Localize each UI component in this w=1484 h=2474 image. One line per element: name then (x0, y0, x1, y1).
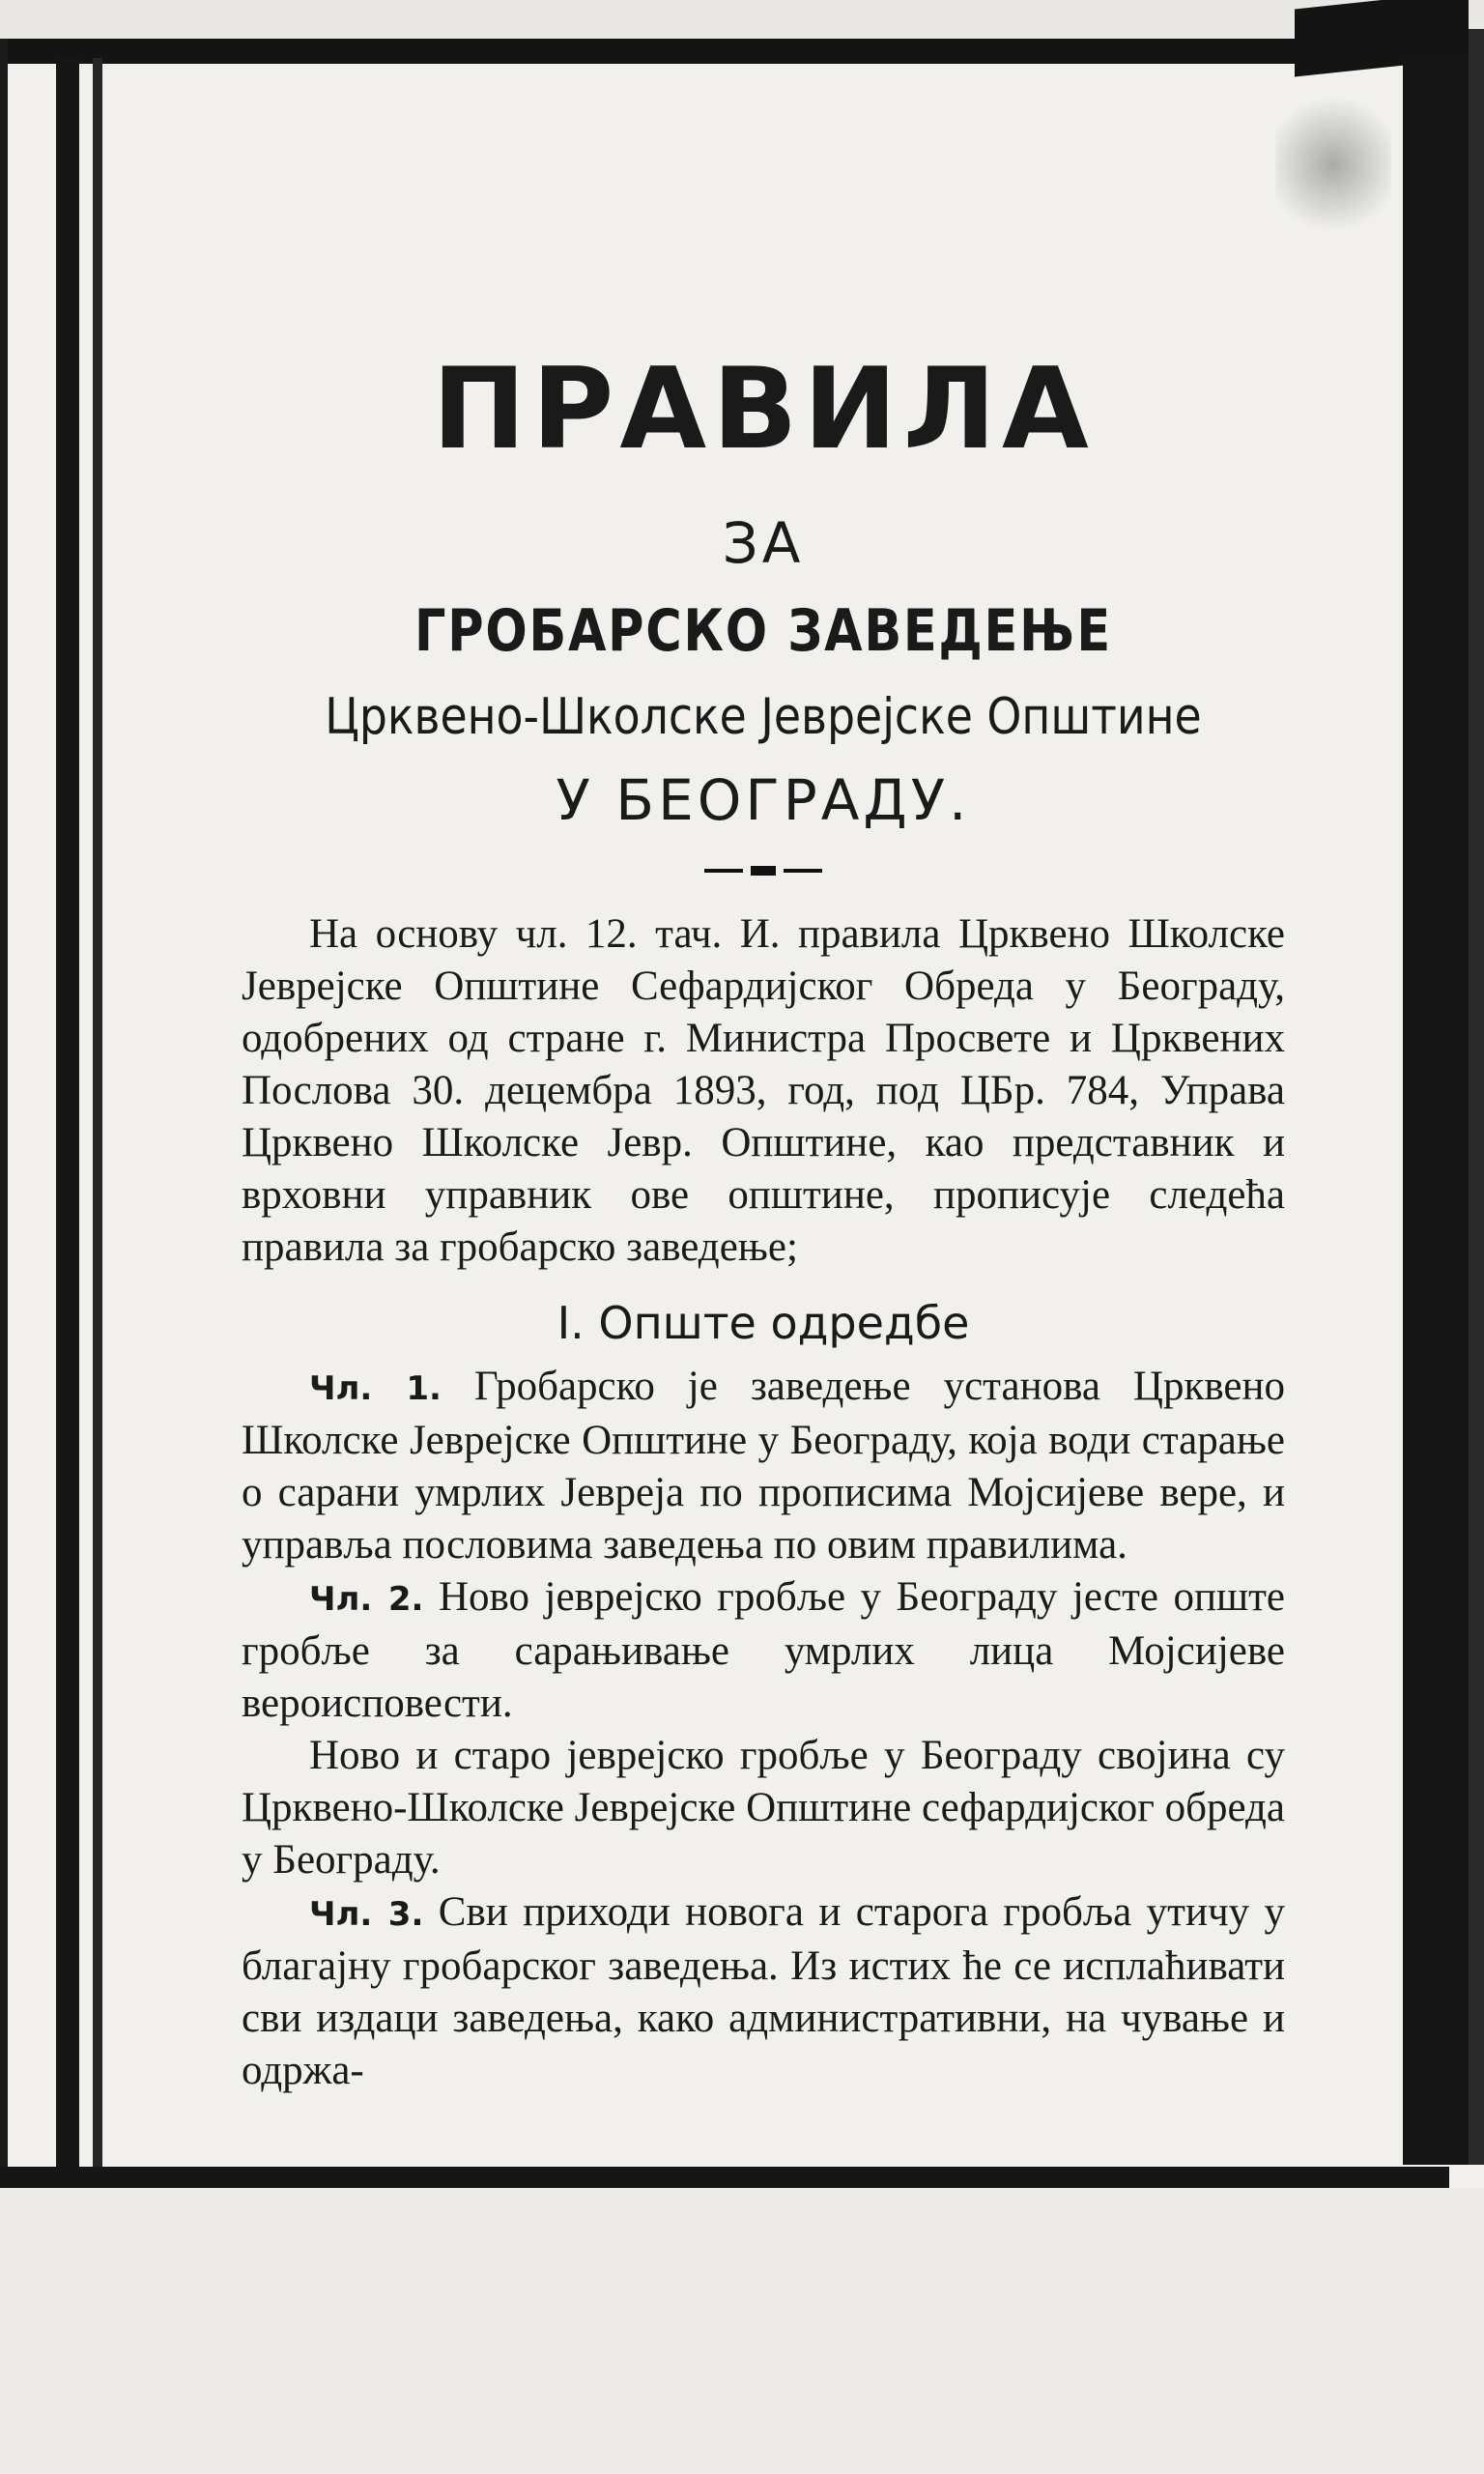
article-label: Чл. 3. (309, 1894, 424, 1934)
frame-border-left (56, 58, 79, 2184)
frame-border-top (0, 39, 1449, 64)
title-preposition: ЗА (722, 509, 805, 576)
institution-heading: ГРОБАРСКО ЗАВЕДЕЊЕ (414, 596, 1112, 665)
article-2-paragraph-2 (242, 1730, 1285, 1886)
frame-border-right (1403, 58, 1470, 2165)
background-below-page (0, 2188, 1484, 2474)
article-1 (242, 1361, 1285, 1571)
article-text: Сви приходи новога и старога гробља утичу у благајну гробарског заведења. Из истих ће се исплаћивати сви издаци заведења, како административни, на чување и одржа- (242, 1888, 1285, 2093)
document-title: ПРАВИЛА (432, 344, 1095, 475)
frame-border-left-inner (93, 58, 102, 2184)
preamble-paragraph: На основу чл. 12. тач. И. правила Црквено Школске Јеврејске Општине Сефардијског Обреда у Београду, одобрених од стране г. Министра Просвете и Црквених Послова 30. децембра 1893, год, под ЦБр. 784, Управа Црквено Школске Јевр. Општине, као представник и врховни управник ове општине, прописује следећа правила за гробарско заведење; (242, 910, 1285, 1270)
city-heading: У БЕОГРАДУ. (556, 766, 971, 833)
article-label: Чл. 1. (309, 1368, 442, 1408)
article-label: Чл. 2. (309, 1579, 424, 1619)
article-3 (242, 1886, 1285, 2097)
frame-border-left-outer (0, 39, 8, 2184)
frame-border-right-edge (1469, 29, 1484, 2165)
document-content (242, 344, 1285, 2097)
article-text: Ново јеврејско гробље у Београду јесте опште гробље за сарањивање умрлих лица Мојсијеве вероисповести. (242, 1573, 1285, 1726)
ornamental-divider (242, 852, 1285, 885)
community-heading: Црквено-Школске Јеврејске Општине (325, 687, 1202, 746)
section-heading: I. Опште одредбе (556, 1296, 970, 1349)
article-2 (242, 1571, 1285, 1730)
article-text: Гробарско је заведење установа Црквено Школске Јеврејске Општине у Београду, која води старање о сарани умрлих Јевреја по прописима Мојсијеве вере, и управља пословима заведења по овим правилима. (242, 1363, 1285, 1568)
frame-border-bottom (0, 2167, 1449, 2188)
article-text: Ново и старо јеврејско гробље у Београду својина су Црквено-Школске Јеврејске Општине сефардијског обреда у Београду. (242, 1732, 1285, 1883)
page-stain (1275, 87, 1391, 242)
